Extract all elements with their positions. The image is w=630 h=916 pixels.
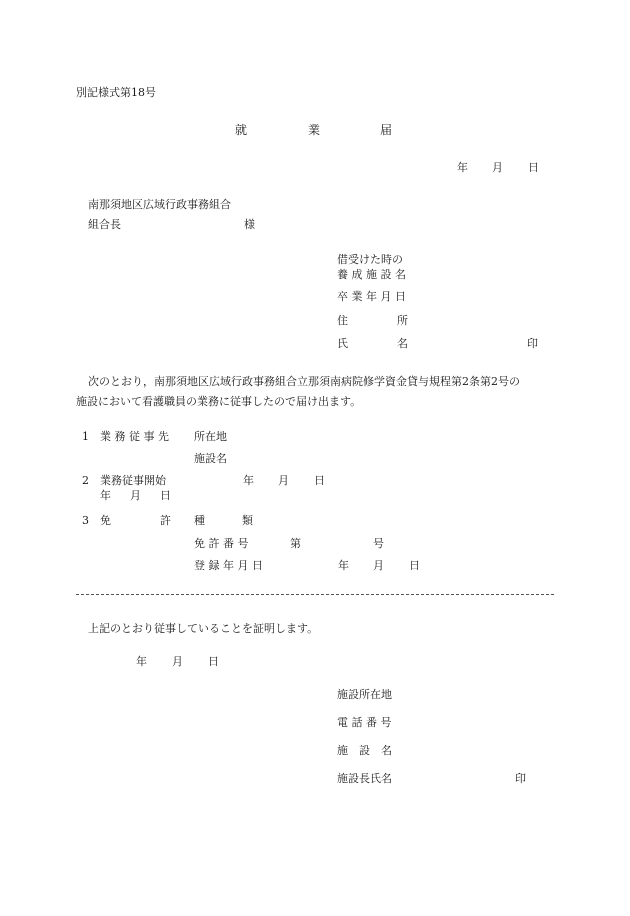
item-3-number: 3: [82, 514, 89, 527]
registration-date-month: 月: [373, 559, 384, 572]
item-2-date-a-day: 日: [314, 474, 325, 487]
address-label-char-2: 所: [397, 314, 408, 327]
license-number-label: 免 許 番 号: [194, 537, 249, 550]
item-2-number: 2: [82, 474, 89, 487]
title-char-1: 就: [235, 123, 248, 137]
title-char-2: 業: [308, 123, 321, 137]
item-3-label-char-1: 免: [100, 514, 111, 527]
facility-address-label: 施設所在地: [337, 688, 392, 701]
certification-date-day: 日: [208, 655, 219, 668]
applicant-seal-mark: 印: [527, 337, 538, 350]
license-kind-char-1: 種: [194, 514, 205, 527]
director-seal-mark: 印: [515, 772, 526, 785]
certification-date-year: 年: [136, 655, 147, 668]
item-1-facility-label: 施設名: [194, 452, 227, 465]
registration-date-label: 登 録 年 月 日: [194, 559, 263, 572]
item-2-date-b-day: 日: [160, 489, 171, 502]
license-number-go: 号: [373, 537, 384, 550]
facility-label-line2: 養 成 施 設 名: [337, 268, 406, 281]
registration-date-year: 年: [338, 559, 349, 572]
phone-number-label: 電 話 番 号: [337, 716, 392, 729]
body-line-1: 次のとおり，南那須地区広域行政事務組合立那須南病院修学資金貸与規程第2条第2号の: [88, 375, 520, 388]
director-name-label: 施設長氏名: [337, 772, 392, 785]
addressee-honorific: 様: [244, 218, 255, 231]
header-date-day: 日: [528, 161, 539, 174]
license-kind-char-2: 類: [242, 514, 253, 527]
graduation-date-label: 卒 業 年 月 日: [337, 290, 406, 303]
item-3-label-char-2: 許: [160, 514, 171, 527]
dashed-separator: [76, 594, 554, 595]
title-char-3: 届: [380, 123, 393, 137]
header-date-year: 年: [457, 161, 468, 174]
item-1-number: 1: [82, 430, 89, 443]
item-1-location-label: 所在地: [194, 430, 227, 443]
item-2-date-a-year: 年: [243, 474, 254, 487]
facility-label-line1: 借受けた時の: [337, 253, 403, 266]
certification-text: 上記のとおり従事していることを証明します。: [88, 622, 319, 635]
addressee-org: 南那須地区広域行政事務組合: [88, 198, 231, 211]
item-2-label: 業務従事開始: [100, 474, 166, 487]
item-2-date-a-month: 月: [278, 474, 289, 487]
registration-date-day: 日: [409, 559, 420, 572]
facility-name-label: 施 設 名: [337, 744, 392, 757]
body-line-2: 施設において看護職員の業務に従事したので届け出ます。: [76, 395, 362, 408]
name-label-char-1: 氏: [337, 337, 348, 350]
certification-date-month: 月: [172, 655, 183, 668]
name-label-char-2: 名: [397, 337, 408, 350]
item-1-label: 業 務 従 事 先: [100, 430, 169, 443]
addressee-title: 組合長: [88, 218, 121, 231]
item-2-date-b-year: 年: [100, 489, 111, 502]
address-label-char-1: 住: [337, 314, 348, 327]
license-number-dai: 第: [290, 537, 301, 550]
form-number: 別記様式第18号: [76, 86, 156, 99]
item-2-date-b-month: 月: [130, 489, 141, 502]
header-date-month: 月: [492, 161, 503, 174]
